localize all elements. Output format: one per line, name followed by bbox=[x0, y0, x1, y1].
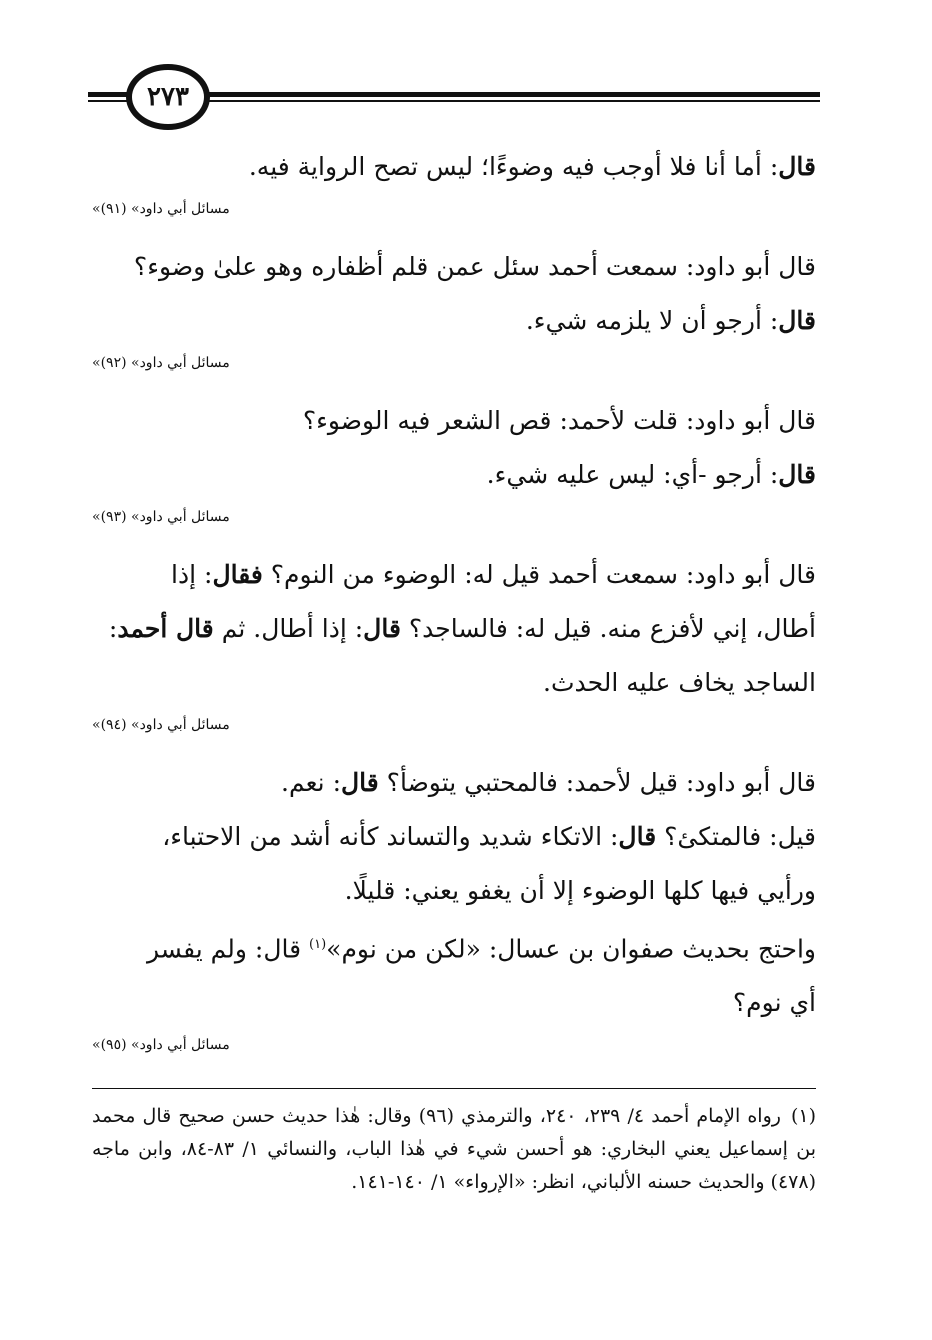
speaker-label: فقال bbox=[212, 560, 263, 589]
footnote bbox=[92, 1100, 816, 1199]
footnote-ref: (١) bbox=[309, 937, 327, 952]
text-segment: : bbox=[108, 614, 118, 643]
entry bbox=[92, 140, 816, 222]
speaker-label: قال bbox=[618, 822, 657, 851]
entry bbox=[92, 548, 816, 738]
text-segment: قال: ولم يفسر bbox=[146, 934, 310, 964]
text-line bbox=[92, 394, 816, 448]
text-segment: قال أبو داود: قلت لأحمد: قص الشعر فيه الوضوء؟ bbox=[302, 406, 816, 435]
text-segment: الساجد يخاف عليه الحدث. bbox=[543, 668, 816, 697]
text-line bbox=[92, 240, 816, 294]
text-segment: قال أبو داود: سمعت أحمد سئل عمن قلم أظفاره وهو علىٰ وضوء؟ bbox=[133, 252, 816, 281]
text-line bbox=[92, 448, 816, 502]
text-line bbox=[92, 548, 816, 602]
footnote-text: رواه الإمام أحمد ٤/ ٢٣٩، ٢٤٠، والترمذي (٩٦) وقال: هٰذا حديث حسن صحيح قال محمد بن إسماعيل يعني البخاري: هو أحسن شيء في هٰذا الباب، والنسائي ١/ ٨٣-٨٤، وابن ماجه (٤٧٨) والحديث حسنه الألباني، انظر: «الإرواء» ١/ ١٤٠-١٤١. bbox=[92, 1105, 816, 1193]
text-line bbox=[92, 294, 816, 348]
speaker-label: قال bbox=[778, 460, 816, 489]
page-header bbox=[88, 58, 820, 138]
page-number-badge bbox=[126, 64, 210, 130]
source-citation: «مسائل أبي داود» (٩١) bbox=[92, 201, 230, 217]
text-line bbox=[92, 810, 816, 864]
speaker-label: قال bbox=[363, 614, 401, 643]
text-segment: قال أبو داود: قيل لأحمد: فالمحتبي يتوضأ؟ bbox=[378, 768, 816, 797]
text-segment: : أرجو -أي: ليس عليه شيء. bbox=[486, 460, 779, 489]
entry bbox=[92, 394, 816, 530]
text-line bbox=[92, 864, 816, 918]
text-line bbox=[92, 602, 816, 656]
source-citation: «مسائل أبي داود» (٩٣) bbox=[92, 509, 230, 525]
footnote-separator bbox=[92, 1088, 816, 1089]
speaker-label: قال bbox=[778, 152, 816, 181]
source-citation: «مسائل أبي داود» (٩٥) bbox=[92, 1037, 230, 1054]
source-citation: «مسائل أبي داود» (٩٤) bbox=[92, 717, 230, 733]
text-segment: : أرجو أن لا يلزمه شيء. bbox=[525, 306, 779, 335]
entry bbox=[92, 756, 816, 1058]
text-segment: أي نوم؟ bbox=[732, 988, 816, 1018]
text-segment: : أما أنا فلا أوجب فيه وضوءًا؛ ليس تصح الرواية فيه. bbox=[248, 152, 779, 181]
text-line bbox=[92, 756, 816, 810]
text-line bbox=[92, 656, 816, 710]
text-segment: : إذا bbox=[171, 560, 213, 589]
footnote-marker: (١) bbox=[790, 1105, 817, 1127]
text-segment: أطال، إني لأفزع منه. قيل له: فالساجد؟ bbox=[400, 614, 816, 643]
text-segment: ورأيي فيها كلها الوضوء إلا أن يغفو يعني: قليلًا. bbox=[344, 876, 816, 905]
entry bbox=[92, 240, 816, 376]
speaker-label: قال bbox=[341, 768, 379, 797]
source-citation: «مسائل أبي داود» (٩٢) bbox=[92, 355, 230, 371]
text-segment: واحتج بحديث صفوان بن عسال: «لكن من نوم» bbox=[326, 934, 816, 964]
text-segment: : إذا أطال. ثم bbox=[213, 614, 364, 643]
text-line bbox=[92, 918, 816, 976]
main-text bbox=[92, 140, 816, 1076]
text-line bbox=[92, 976, 816, 1030]
text-segment: قال أبو داود: سمعت أحمد قيل له: الوضوء من النوم؟ bbox=[262, 560, 816, 589]
page-number: ٢٧٣ bbox=[147, 82, 189, 112]
text-segment: : نعم. bbox=[281, 768, 341, 797]
text-segment: : الاتكاء شديد والتساند كأنه أشد من الاحتباء، bbox=[162, 822, 619, 851]
text-line bbox=[92, 140, 816, 194]
speaker-label: قال أحمد bbox=[117, 614, 214, 643]
text-segment: قيل: فالمتكئ؟ bbox=[656, 822, 816, 851]
speaker-label: قال bbox=[778, 306, 816, 335]
